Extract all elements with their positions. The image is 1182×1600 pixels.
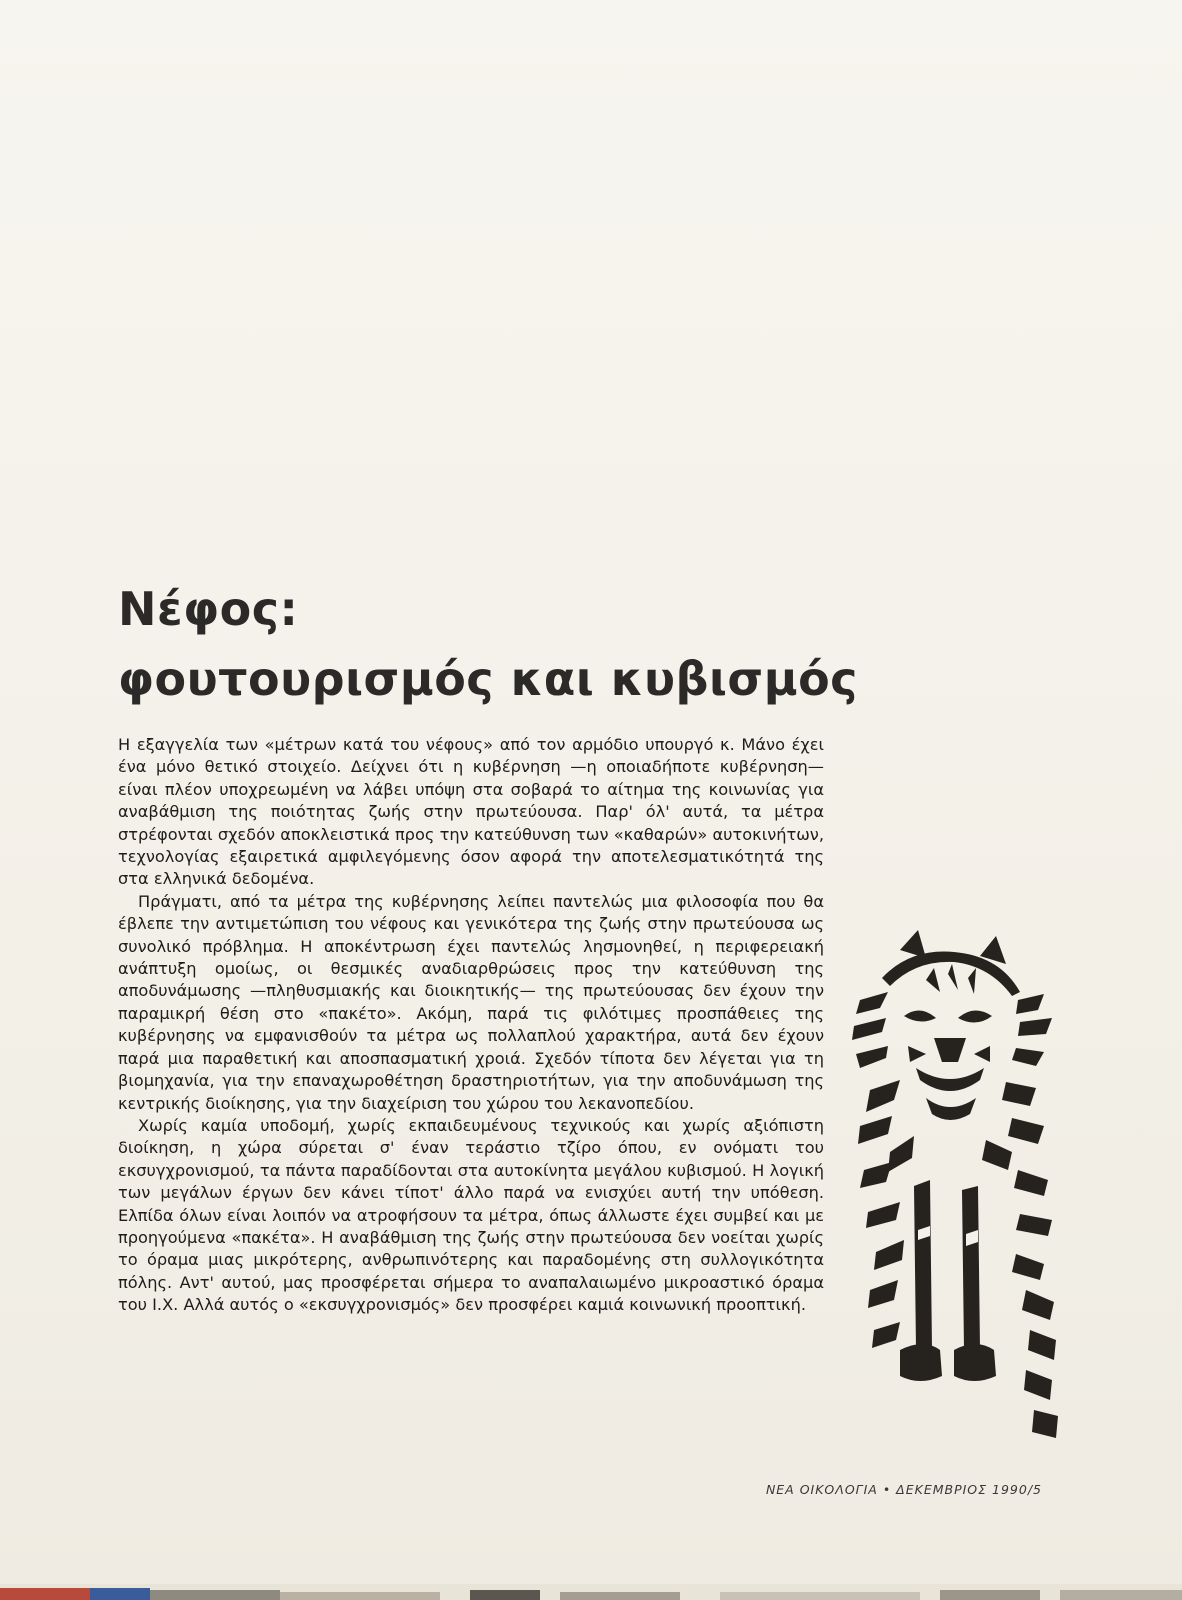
tiger-illustration [830, 930, 1060, 1450]
paragraph-1: Η εξαγγελία των «μέτρων κατά του νέφους» από τον αρμόδιο υπουργό κ. Μάνο έχει ένα μόνο θετικό στοιχείο. Δείχνει ότι η κυβέρνηση —η οποιαδήποτε κυβέρνηση— είναι πλέον υποχρεωμένη να λάβει υπόψη στα σοβαρά το αίτημα της κοινωνίας για αναβάθμιση της ποιότητας ζωής στην πρωτεύουσα. Παρ' όλ' αυτά, τα μέτρα στρέφονται σχεδόν αποκλειστικά προς την κατεύθυνση των «καθαρών» αυτοκινήτων, τεχνολογίας εξαιρετικά αμφιλεγόμενης όσον αφορά την αποτελεσματικότητά της στα ελληνικά δεδομένα. [118, 735, 824, 889]
page-footer: ΝΕΑ ΟΙΚΟΛΟΓΙΑ • ΔΕΚΕΜΒΡΙΟΣ 1990/5 [765, 1482, 1042, 1497]
page-edge-strip [0, 1584, 1182, 1600]
article-body [118, 734, 824, 1317]
paragraph-2: Πράγματι, από τα μέτρα της κυβέρνησης λείπει παντελώς μια φιλοσοφία που θα έβλεπε την αντιμετώπιση του νέφους και γενικότερα της ζωής στην πρωτεύουσα ως συνολικό πρόβλημα. Η αποκέντρωση έχει παντελώς λησμονηθεί, η περιφερειακή ανάπτυξη ομοίως, οι θεσμικές αναδιαρθρώσεις προς την κατεύθυνση της αποδυνάμωσης —πληθυσμιακής και διοικητικής— της πρωτεύουσας δεν έχουν την παραμικρή θέση στο «πακέτο». Ακόμη, παρά τις φιλότιμες προσπάθειες της κυβέρνησης να εμφανισθούν τα μέτρα ως πολλαπλού χαρακτήρα, αυτά δεν έχουν παρά μια παραθετική και αποσπασματική χροιά. Σχεδόν τίποτα δεν λέγεται για τη βιομηχανία, για την επαναχωροθέτηση δραστηριοτήτων, για την αποδυνάμωση της κεντρικής διοίκησης, για την διαχείριση του χώρου του λεκανοπεδίου. [118, 891, 824, 1113]
headline-line-2: φουτουρισμός και κυβισμός [118, 652, 858, 706]
paragraph-3: Χωρίς καμία υποδομή, χωρίς εκπαιδευμένους τεχνικούς και χωρίς αξιόπιστη διοίκηση, η χώρα σύρεται σ' έναν τεράστιο τζίρο όπου, εν ονόματι του εκσυγχρονισμού, τα πάντα παραδίδονται στα αυτοκίνητα μεγάλου κυβισμού. Η λογική των μεγάλων έργων δεν κάνει τίποτ' άλλο παρά να ενισχύει αυτή την υπόθεση. Ελπίδα όλων είναι λοιπόν να ατροφήσουν τα μέτρα, όπως άλλωστε έχει συμβεί και με προηγούμενα «πακέτα». Η αναβάθμιση της ζωής στην πρωτεύουσα δεν νοείται χωρίς το όραμα μιας μικρότερης, ανθρωπινότερης και παραδομένης στη συλλογικότητα πόλης. Αντ' αυτού, μας προσφέρεται σήμερα το αναπαλαιωμένο μικροαστικό όραμα του Ι.Χ. Αλλά αυτός ο «εκσυγχρονισμός» δεν προσφέρει καμιά κοινωνική προοπτική. [118, 1115, 824, 1315]
headline-line-1: Νέφος: [118, 582, 299, 636]
article-headline [118, 574, 858, 714]
